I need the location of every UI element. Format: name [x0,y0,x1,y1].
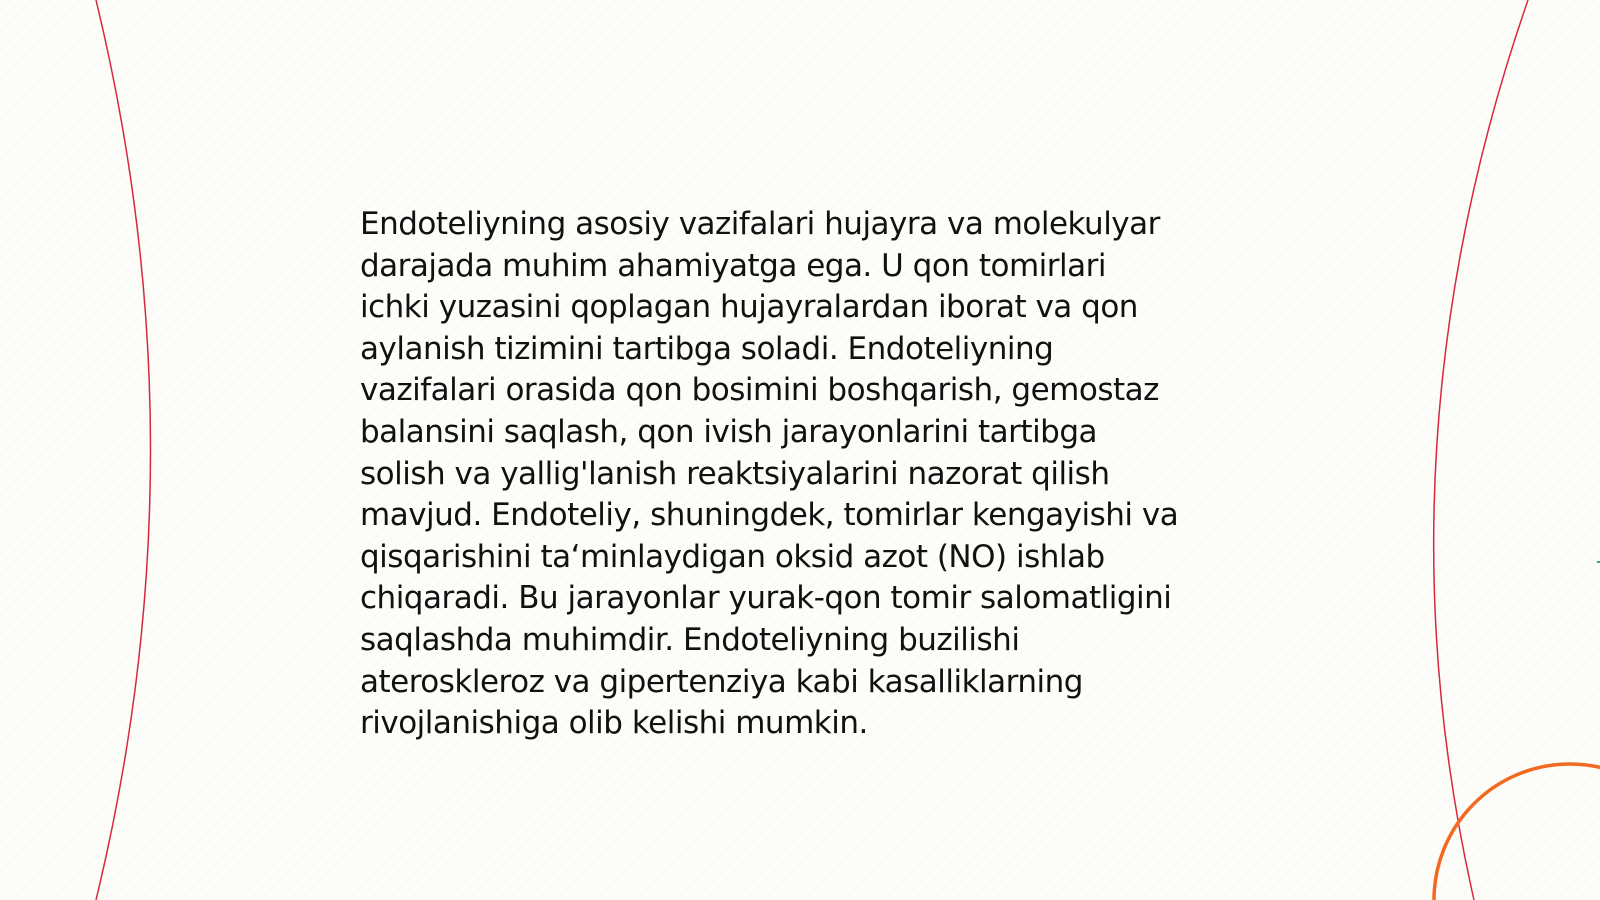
orange-ring-shape [1434,764,1600,900]
paragraph-line: vazifalari orasida qon bosimini boshqarish, gemostaz [360,372,1159,409]
paragraph-line: darajada muhim ahamiyatga ega. U qon tomirlari [360,247,1106,284]
right-arc-line [1434,0,1528,900]
paragraph-line: chiqaradi. Bu jarayonlar yurak-qon tomir salomatligini [360,580,1172,617]
paragraph-line: aylanish tizimini tartibga soladi. Endoteliyning [360,330,1054,367]
paragraph-line: Endoteliyning asosiy vazifalari hujayra va molekulyar [360,206,1160,242]
paragraph-line: qisqarishini taʻminlaydigan oksid azot (NO) ishlab [360,538,1105,575]
left-arc-line [96,0,151,900]
paragraph-line: ateroskleroz va gipertenziya kabi kasalliklarning [360,663,1083,700]
paragraph-line: rivojlanishiga olib kelishi mumkin. [360,705,868,742]
paragraph-line: solish va yallig'lanish reaktsiyalarini nazorat qilish [360,455,1110,492]
paragraph-line: mavjud. Endoteliy, shuningdek, tomirlar kengayishi va [360,497,1179,534]
paragraph-line: ichki yuzasini qoplagan hujayralardan iborat va qon [360,289,1138,326]
body-paragraph [360,204,1260,745]
paragraph-line: balansini saqlash, qon ivish jarayonlarini tartibga [360,413,1098,450]
paragraph-line: saqlashda muhimdir. Endoteliyning buzilishi [360,621,1020,658]
